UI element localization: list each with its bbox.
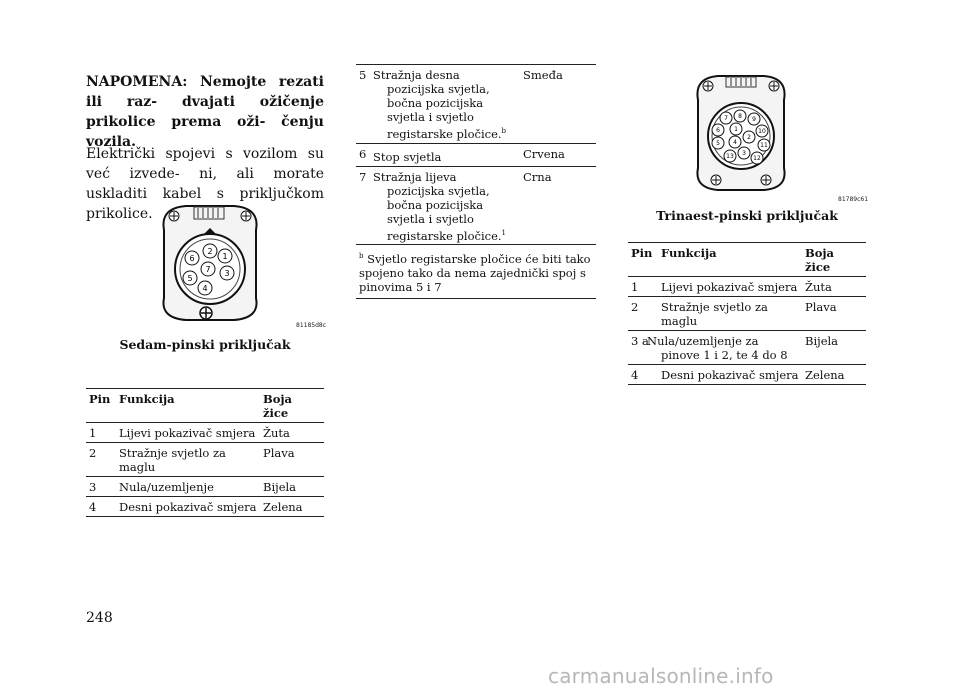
- svg-text:11: 11: [760, 142, 768, 149]
- table-row: 3 Nula/uzemljenje Bijela: [86, 477, 324, 497]
- intro-paragraph: Električki spojevi s vozilom su već izvede- ni, ali morate uskladiti kabel s priključkom prikolice.: [86, 146, 324, 222]
- table-row: 6 Stop svjetla Crvena: [356, 143, 596, 166]
- pin-5: [712, 137, 724, 149]
- header-wire-color: Boja žice: [802, 243, 866, 277]
- svg-text:4: 4: [733, 139, 737, 146]
- svg-text:2: 2: [207, 247, 213, 256]
- table-row: 4 Desni pokazivač smjera Zelena: [628, 365, 866, 385]
- table-row: 1 Lijevi pokazivač smjera Žuta: [86, 423, 324, 443]
- svg-text:9: 9: [752, 116, 756, 123]
- thirteen-pin-table: [628, 242, 866, 385]
- table-row: 5 Stražnja desna pozicijska svjetla, bočna pozicijska svjetla i svjetlo registarske pločice.$^b$ Smeđa: [356, 65, 596, 144]
- pin-4: [198, 281, 212, 295]
- svg-text:6: 6: [716, 127, 720, 134]
- pin-1: [218, 249, 232, 263]
- svg-text:1: 1: [734, 126, 738, 133]
- pin-7: [201, 262, 215, 276]
- note-text: NAPOMENA: Nemojte rezati ili raz- dvajati ožičenje prikolice prema oži- čenju vozila.: [86, 74, 324, 150]
- svg-text:5: 5: [716, 140, 720, 147]
- header-wire-color: Boja žice: [260, 389, 324, 423]
- header-pin: Pin: [86, 389, 116, 423]
- thirteen-pin-connector-illustration: [686, 72, 796, 194]
- svg-text:12: 12: [753, 155, 761, 162]
- pin-1: [730, 123, 742, 135]
- header-pin: Pin: [628, 243, 658, 277]
- pin-5: [183, 271, 197, 285]
- pin-2: [743, 131, 755, 143]
- table-header-row: [86, 389, 324, 423]
- pins-5-7-table: [356, 64, 596, 299]
- svg-text:7: 7: [724, 115, 728, 122]
- svg-text:13: 13: [726, 153, 734, 160]
- pin-2: [203, 244, 217, 258]
- pin-6: [712, 124, 724, 136]
- svg-text:3: 3: [224, 269, 230, 278]
- svg-text:7: 7: [205, 265, 211, 274]
- table-row: 2 Stražnje svjetlo za maglu Plava: [86, 443, 324, 477]
- pin-7: [720, 112, 732, 124]
- pin-13: [724, 150, 736, 162]
- svg-text:4: 4: [202, 284, 208, 293]
- table-row: 7 Stražnja lijeva pozicijska svjetla, bočna pozicijska svjetla i svjetlo registarske pločice.$^1$ Crna: [356, 166, 596, 245]
- pin-9: [748, 113, 760, 125]
- table-header-row: [628, 243, 866, 277]
- pin-3: [220, 266, 234, 280]
- svg-text:10: 10: [758, 128, 766, 135]
- pin-12: [751, 152, 763, 164]
- seven-pin-connector-illustration: [150, 200, 270, 324]
- figure-thirteen-caption: Trinaest-pinski priključak: [656, 208, 838, 223]
- svg-text:3: 3: [742, 150, 746, 157]
- pin-4: [729, 136, 741, 148]
- svg-text:6: 6: [189, 254, 195, 263]
- figure-seven-code: 81185d8c: [296, 322, 327, 329]
- pin-3: [738, 147, 750, 159]
- header-function: Funkcija: [658, 243, 802, 277]
- table-row: 1 Lijevi pokazivač smjera Žuta: [628, 277, 866, 297]
- svg-text:5: 5: [187, 274, 193, 283]
- page-number: 248: [86, 610, 113, 626]
- figure-thirteen-code: 81789c61: [838, 196, 869, 203]
- pin-10: [756, 125, 768, 137]
- svg-text:2: 2: [747, 134, 751, 141]
- svg-text:8: 8: [738, 113, 742, 120]
- footnote-text: Svjetlo registarske pločice će biti tako spojeno tako da nema zajednički spoj s pinovima 5 i 7: [359, 252, 591, 295]
- table-row: 4 Desni pokazivač smjera Zelena: [86, 497, 324, 517]
- pin-11: [758, 139, 770, 151]
- header-function: Funkcija: [116, 389, 260, 423]
- table-row: 2 Stražnje svjetlo za maglu Plava: [628, 297, 866, 331]
- svg-text:1: 1: [222, 252, 228, 261]
- table-row: 3 a Nula/uzemljenje za pinove 1 i 2, te 4 do 8 Bijela: [628, 331, 866, 365]
- watermark: carmanualsonline.info: [548, 664, 774, 688]
- pin-6: [185, 251, 199, 265]
- table-footnote-row: $^b$ Svjetlo registarske pločice će biti tako spojeno tako da nema zajednički spoj s pinovima 5 i 7: [356, 245, 596, 299]
- pin-8: [734, 110, 746, 122]
- seven-pin-table: [86, 388, 324, 517]
- figure-seven-caption: Sedam-pinski priključak: [119, 337, 291, 352]
